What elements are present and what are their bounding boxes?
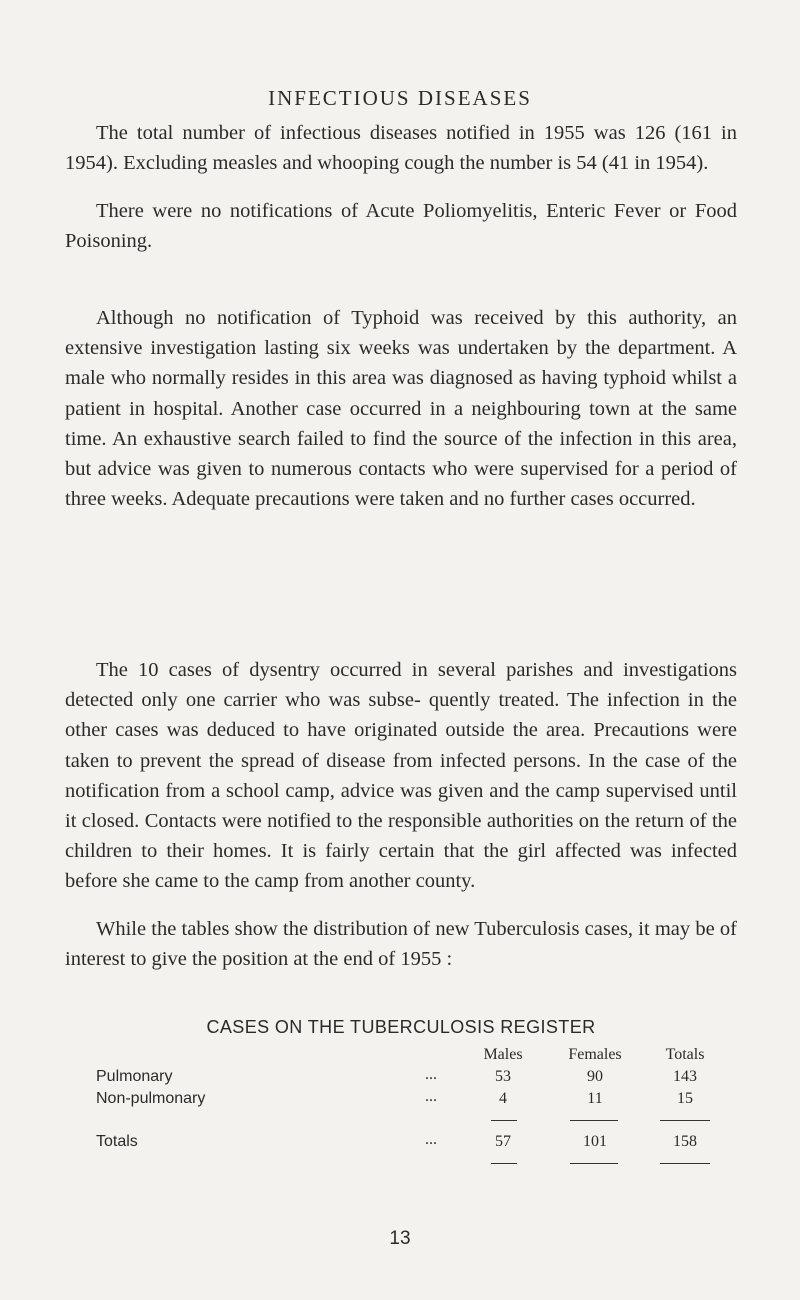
cell-non-pulmonary-males: 4 — [499, 1090, 507, 1107]
cell-non-pulmonary-totals: 15 — [677, 1090, 693, 1107]
rule-males-top — [491, 1120, 517, 1121]
column-header-females: Females — [568, 1046, 622, 1063]
cell-totals-males: 57 — [495, 1133, 511, 1150]
paragraph-no-notifications: There were no notifications of Acute Poliomyelitis, Enteric Fever or Food Poisoning. — [65, 200, 737, 253]
cell-pulmonary-females: 90 — [587, 1068, 603, 1085]
rule-males-bottom — [491, 1163, 517, 1164]
cell-totals-females: 101 — [583, 1133, 607, 1150]
cell-totals-totals: 158 — [673, 1133, 697, 1150]
row-leader: ... — [425, 1066, 437, 1083]
rule-totals-bottom — [660, 1163, 710, 1164]
column-header-totals: Totals — [665, 1046, 705, 1063]
column-header-males: Males — [483, 1046, 523, 1063]
cell-non-pulmonary-females: 11 — [587, 1090, 603, 1107]
paragraph-tuberculosis-intro: While the tables show the distribution of new Tuberculosis cases, it may be of interest to give the position at the end of 1955 : — [65, 918, 737, 971]
cell-pulmonary-totals: 143 — [673, 1068, 697, 1085]
rule-females-top — [570, 1120, 618, 1121]
row-label-non-pulmonary: Non-pulmonary — [96, 1090, 206, 1107]
table-title: CASES ON THE TUBERCULOSIS REGISTER — [206, 1017, 596, 1037]
paragraph-totals: The total number of infectious diseases notified in 1955 was 126 (161 in 1954). Excluding measles and whooping cough the number is 54 (41 in 1954). — [65, 122, 737, 175]
page-heading: INFECTIOUS DISEASES — [268, 86, 532, 110]
row-leader: ... — [425, 1131, 437, 1148]
row-label-pulmonary: Pulmonary — [96, 1068, 173, 1085]
cell-pulmonary-males: 53 — [495, 1068, 511, 1085]
page-number: 13 — [389, 1228, 411, 1249]
paragraph-dysentry: The 10 cases of dysentry occurred in several parishes and investigations detected only one carrier who was subse- quently treated. The infection in the other cases was deduced to have originated outside the area. Precautions were taken to prevent the spread of disease from infected persons. In the case of the notification from a school camp, advice was given and the camp supervised until it closed. Contacts were notified to the responsible authorities on the return of the children to their homes. It is fairly certain that the girl affected was infected before she came to the camp from another county. — [65, 659, 737, 893]
rule-totals-top — [660, 1120, 710, 1121]
row-leader: ... — [425, 1088, 437, 1105]
paragraph-typhoid: Although no notification of Typhoid was received by this authority, an extensive investigation lasting six weeks was undertaken by the department. A male who normally resides in this area was diagnosed as having typhoid whilst a patient in hospital. Another case occurred in a neighbouring town at the same time. An exhaustive search failed to find the source of the infection in this area, but advice was given to numerous contacts who were supervised for a period of three weeks. Adequate precautions were taken and no further cases occurred. — [65, 307, 737, 511]
rule-females-bottom — [570, 1163, 618, 1164]
row-label-totals: Totals — [96, 1133, 138, 1150]
